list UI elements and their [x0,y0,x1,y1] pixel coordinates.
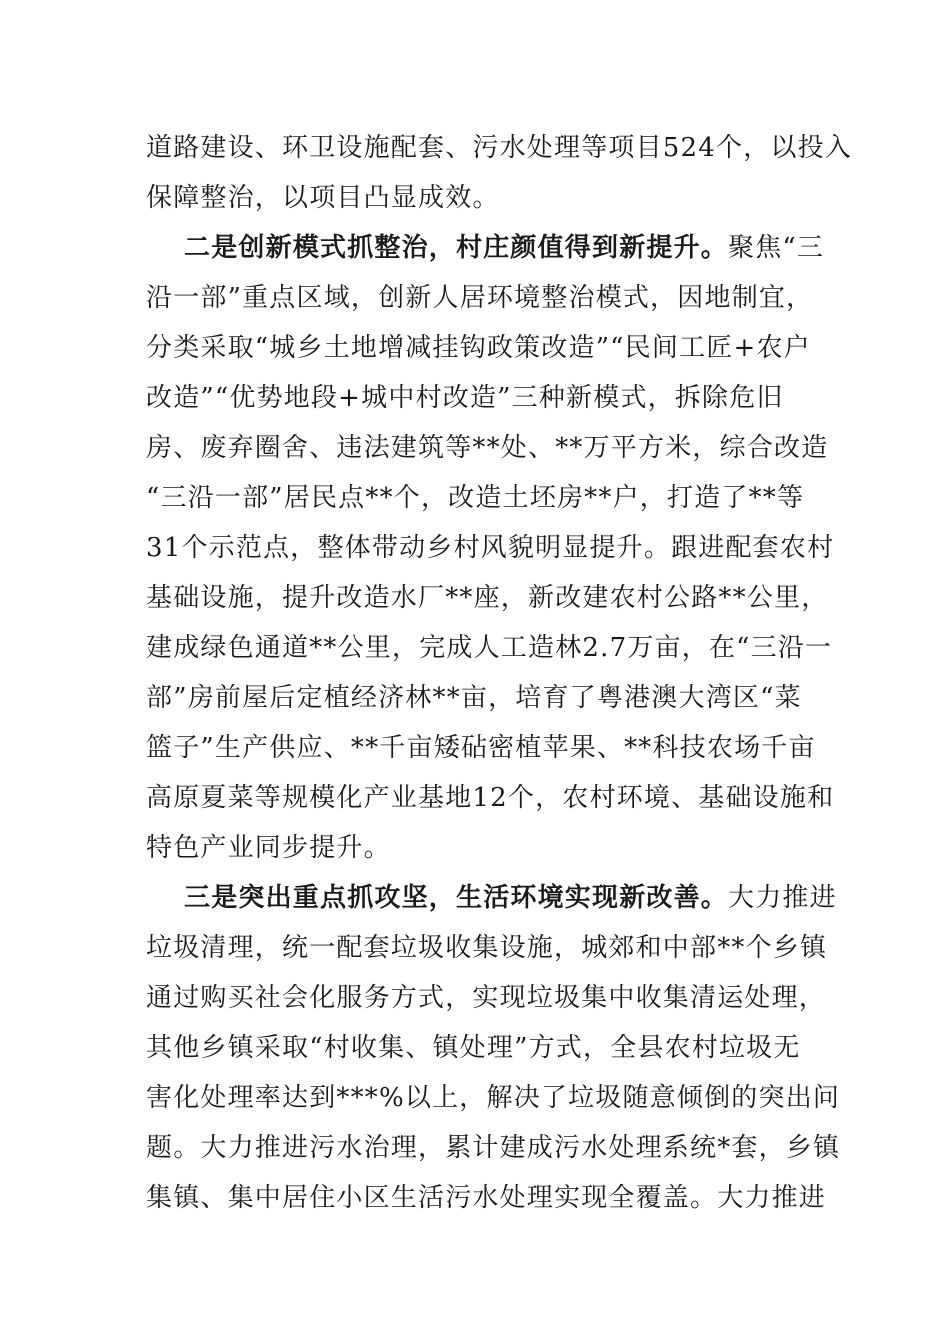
paragraph-lead: 聚焦“三 [728,233,825,263]
text-line: 建成绿色通道**公里，完成人工造林2.7万亩，在“三沿一 [146,633,833,663]
text-line: 部”房前屋后定植经济林**亩，培育了粤港澳大湾区“菜 [146,683,802,713]
text-line: 房、废弃圈舍、违法建筑等**处、**万平方米，综合改造 [146,433,829,463]
text-line: 31个示范点，整体带动乡村风貌明显提升。跟进配套农村 [146,533,835,563]
text-line: 保障整治，以项目凸显成效。 [146,183,500,213]
text-line: 改造”“优势地段+城中村改造”三种新模式，拆除危旧 [146,383,784,413]
text-line: 其他乡镇采取“村收集、镇处理”方式，全县农村垃圾无 [146,1033,801,1063]
text-line: 害化处理率达到***%以上，解决了垃圾随意倾倒的突出问 [146,1083,841,1113]
text-line: 高原夏菜等规模化产业基地12个，农村环境、基础设施和 [146,783,835,813]
text-line: 分类采取“城乡土地增减挂钩政策改造”“民间工匠+农户 [146,333,811,363]
paragraph-lead: 大力推进 [728,883,837,913]
text-line: “三沿一部”居民点**个，改造土坯房**户，打造了**等 [146,483,805,513]
text-line: 基础设施，提升改造水厂**座，新改建农村公路**公里， [146,583,829,613]
text-line: 篮子”生产供应、**千亩矮砧密植苹果、**科技农场千亩 [146,733,816,763]
text-line: 通过购买社会化服务方式，实现垃圾集中收集清运处理， [146,983,827,1013]
paragraph-heading-line [184,232,824,264]
paragraph-heading-line [184,882,837,914]
text-line: 垃圾清理，统一配套垃圾收集设施，城郊和中部**个乡镇 [146,933,828,963]
text-line: 特色产业同步提升。 [146,833,391,863]
text-line: 道路建设、环卫设施配套、污水处理等项目524个，以投入 [146,133,853,163]
paragraph-heading: 三是突出重点抓攻坚，生活环境实现新改善。 [184,883,729,913]
text-line: 集镇、集中居住小区生活污水处理实现全覆盖。大力推进 [146,1183,827,1213]
text-line: 沿一部”重点区域，创新人居环境整治模式，因地制宜， [146,283,814,313]
text-line: 题。大力推进污水治理，累计建成污水处理系统*套，乡镇 [146,1133,841,1163]
paragraph-heading: 二是创新模式抓整治，村庄颜值得到新提升。 [184,233,729,263]
